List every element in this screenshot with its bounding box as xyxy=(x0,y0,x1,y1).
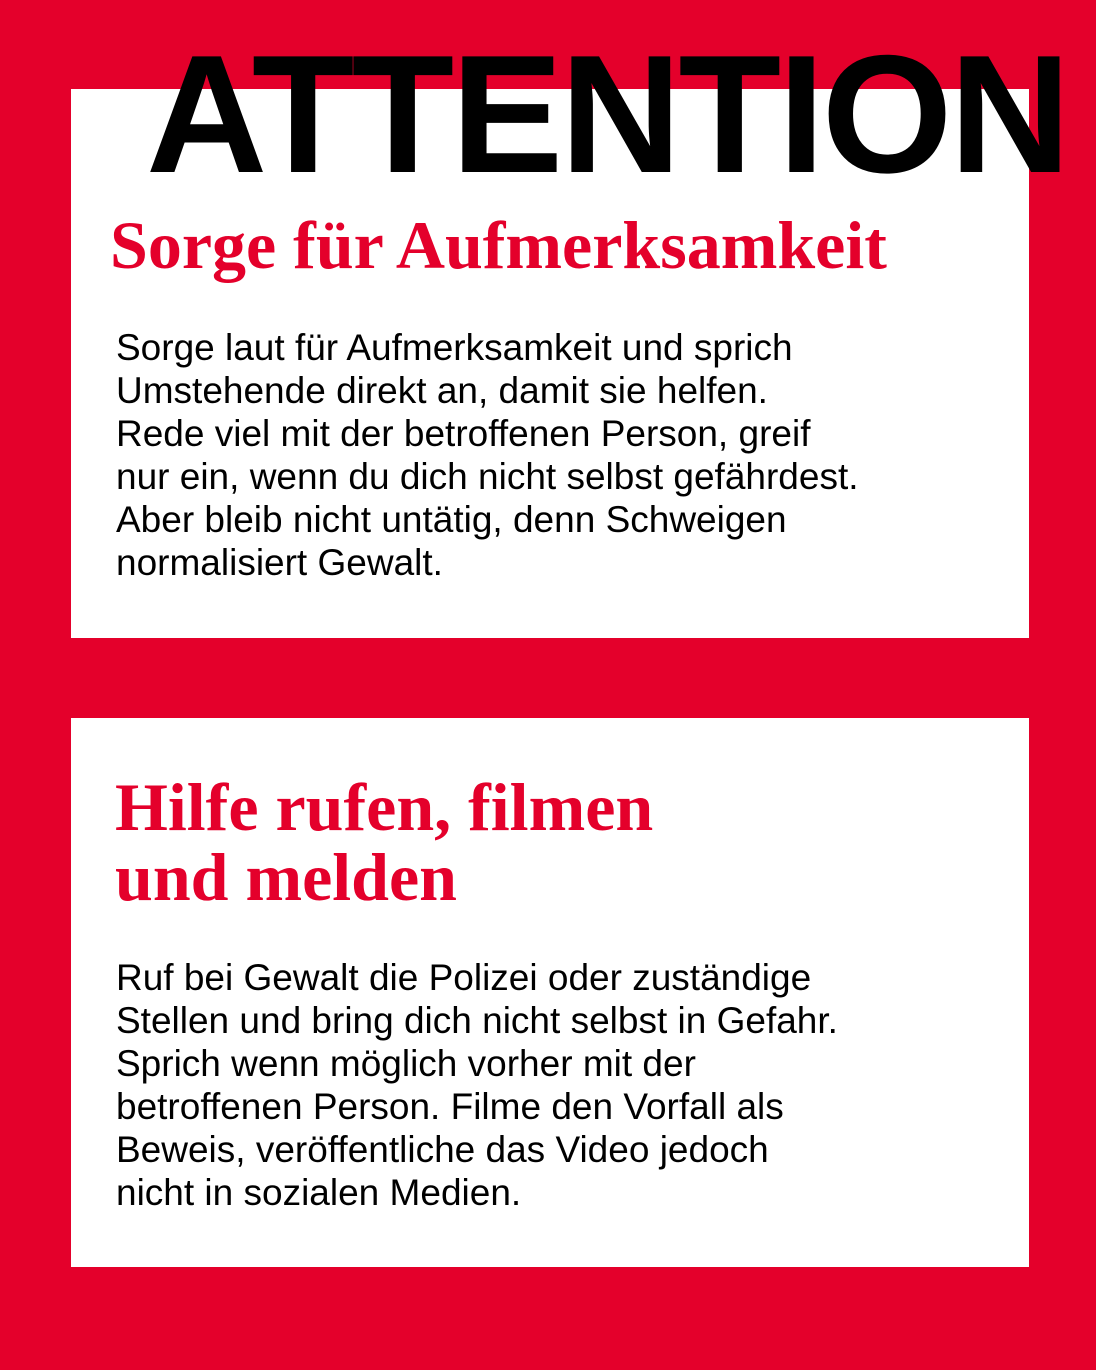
body-line: normalisiert Gewalt. xyxy=(116,542,443,583)
section-heading-line: Sorge für Aufmerksamkeit xyxy=(110,207,887,283)
section-body-help xyxy=(116,956,996,1214)
body-line: Sorge laut für Aufmerksamkeit und sprich xyxy=(116,327,793,368)
section-heading-line: und melden xyxy=(115,839,457,915)
section-heading-line: Hilfe rufen, filmen xyxy=(115,769,654,845)
body-line: Beweis, veröffentliche das Video jedoch xyxy=(116,1129,769,1170)
body-line: Aber bleib nicht untätig, denn Schweigen xyxy=(116,499,787,540)
body-line: Umstehende direkt an, damit sie helfen. xyxy=(116,370,768,411)
body-line: Ruf bei Gewalt die Polizei oder zuständige xyxy=(116,957,812,998)
section-body-attention xyxy=(116,326,996,584)
section-heading-attention xyxy=(110,207,887,283)
body-line: Stellen und bring dich nicht selbst in Gefahr. xyxy=(116,1000,838,1041)
body-line: Rede viel mit der betroffenen Person, greif xyxy=(116,413,811,454)
body-line: nur ein, wenn du dich nicht selbst gefährdest. xyxy=(116,456,859,497)
section-heading-help xyxy=(115,769,654,915)
attention-banner-title: ATTENTION xyxy=(146,20,1068,208)
body-line: betroffenen Person. Filme den Vorfall als xyxy=(116,1086,784,1127)
body-line: Sprich wenn möglich vorher mit der xyxy=(116,1043,696,1084)
body-line: nicht in sozialen Medien. xyxy=(116,1172,522,1213)
